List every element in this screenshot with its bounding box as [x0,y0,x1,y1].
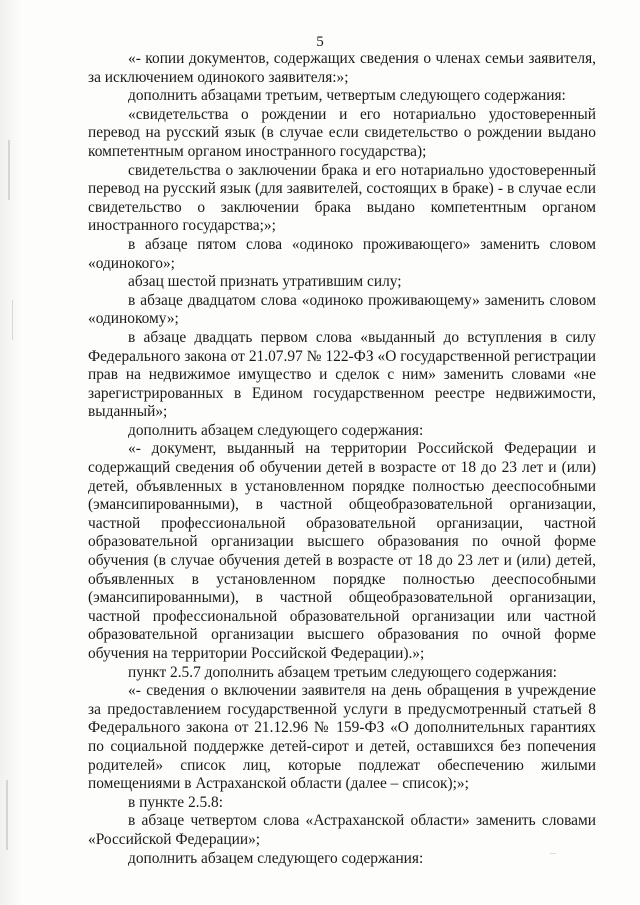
paragraph: абзац шестой признать утратившим силу; [128,273,402,291]
paragraph: свидетельства о заключении брака и его нотариально удостоверенный перевод на русский язык (для заявителей, состоящих в браке) - в случае если свидетельство о заключении брака выдано компетентным органом иностранного государства;»; [88,161,596,235]
paragraph: пункт 2.5.7 дополнить абзацем третьим следующего содержания: [128,663,557,681]
scan-edge-shadow [0,0,22,905]
paragraph: в абзаце четвертом слова «Астраханской области» заменить словами «Российской Федерации»; [88,812,596,848]
paragraph: дополнить абзацем следующего содержания: [128,421,424,439]
document-body [88,50,596,868]
paragraph: в абзаце двадцать первом слова «выданный до вступления в силу Федерального закона от 21.07.97 № 122-ФЗ «О государственной регистрации прав на недвижимое имущество и сделок с ним» заменить словами «не зарегистрированных в Едином государственном реестре недвижимости, выданный»; [88,328,596,421]
scan-speck [6,780,8,850]
page-number: 5 [316,34,324,50]
paragraph: дополнить абзацами третьим, четвертым следующего содержания: [128,87,566,105]
paragraph: в абзаце двадцатом слова «одиноко проживающему» заменить словом «одинокому»; [88,291,596,328]
scan-speck [12,300,13,340]
paragraph: в пункте 2.5.8: [128,793,224,811]
paragraph: «свидетельства о рождении и его нотариально удостоверенный перевод на русский язык (в случае если свидетельство о рождении выдано компетентным органом иностранного государства); [88,105,596,160]
paragraph: «- копии документов, содержащих сведения о членах семьи заявителя, за исключением одинокого заявителя:»; [88,50,596,86]
scan-speck [8,140,10,200]
paragraph: «- документ, выданный на территории Российской Федерации и содержащий сведения об обучении детей в возрасте от 18 до 23 лет и (или) детей, объявленных в установленном порядке полностью дееспособными (эмансипированными), в частной общеобразовательной организации, частной профессиональной образовательной организации, частной образовательной организации высшего образования по очной форме обучения (в случае обучения детей в возрасте от 18 до 23 лет и (или) детей, объявленных в установленном порядке полностью дееспособными (эмансипированными), в частной общеобразовательной организации, частной профессиональной образовательной организации или частной образовательной организации высшего образования по очной форме обучения на территории Российской Федерации).»; [88,440,596,662]
paragraph: дополнить абзацем следующего содержания: [128,849,424,867]
paragraph: «- сведения о включении заявителя на день обращения в учреждение за предоставлением государственной услуги в предусмотренный статьей 8 Федерального закона от 21.12.96 № 159-ФЗ «О дополнительных гарантиях по социальной поддержке детей-сирот и детей, оставшихся без попечения родителей» список лиц, которые подлежат обеспечению жилыми помещениями в Астраханской области (далее – список);»; [88,682,596,793]
paragraph: в абзаце пятом слова «одиноко проживающего» заменить словом «одинокого»; [88,235,596,272]
